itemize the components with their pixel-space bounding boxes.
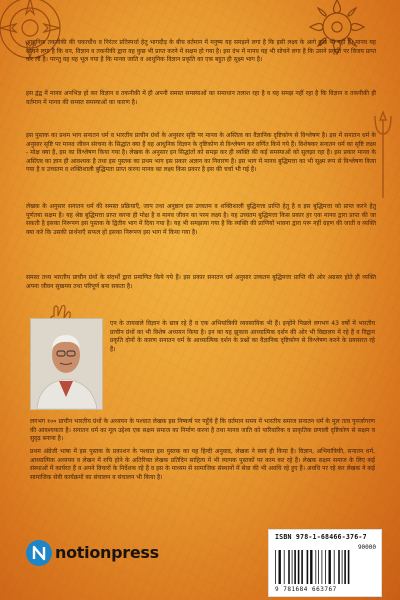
- paragraph-intro: आधुनिक तकनीकी की चकाचौंध व निरंतर प्रतिस्पर्धा हेतु भागदौड़ के बीच वर्तमान में मनुष्य यह समझने लगा है कि इसी लक्ष्य के आगे कुछ भी नहीं है। मानव यह सोचने लगा है कि धन, विज्ञान व तकनीकी द्वारा वह कुछ भी प्राप्त करने में सक्षम हो गया है। इस दंभ में मानव यह भी सोचने लगा है कि उसने प्रकृति पर विजय प्राप्त कर ली है। परन्तु वह यह भूल गया है कि मानव जाति व आधुनिक विज्ञान प्रकृति का एक बहुत ही सूक्ष्म भाग है।: [26, 39, 376, 64]
- price-code: 90000: [357, 544, 376, 551]
- publisher-footer: [0, 505, 400, 600]
- paragraph-part-one: इस पुस्तक का प्रथम भाग सनातन धर्म व भारतीय प्राचीन ग्रंथों के अनुसार सृष्टि पर मानव के अस्तित्व का वैज्ञानिक दृष्टिकोण से विश्लेषण है। इस में सनातन धर्म के अनुसार सृष्टि पर मानव जीवन संरचना के सिद्धांत क्या हैं वह आधुनिक विज्ञान के दृष्टिकोण से विश्लेषण कर वर्णित किये गये हैं। विशेषकर सनातन धर्म का सृष्टि लक्ष्य - मोक्ष क्या है, इस का विश्लेषण किया गया है। लेखक के अनुसार इन सिद्धांतों को समझ कर ही व्यक्ति की कई समस्याओं को सुलझा रहा है। इस प्रकार मानव के अस्तित्व का ज्ञान ही आवश्यक है तथा इस पुस्तक का प्रथम भाग इस प्रकार अज्ञान का निवारण है। इस भाग में मानव बुद्धिमत्ता का भी सूक्ष्म रूप से विश्लेषण किया गया है व उच्चतम व शक्तिशाली बुद्धिमता प्राप्त करना मानव का लक्ष्य किस प्रकार है इस की चर्चा भी गई है।: [26, 132, 376, 174]
- barcode-digits: 9 781684 663767: [275, 586, 337, 593]
- notionpress-logo: [25, 533, 159, 573]
- author-bio-side: एन के तायवाले विज्ञान के छात्र रहे हैं व एक अभियांत्रिकी व्यवसायिक भी हैं। इन्होंने पिछले लगभग 43 वर्षों में भारतीय प्राचीन ग्रंथों का भी विशेष अध्ययन किया है। इन का यह झुकाव आध्यात्मिक दर्शन की ओर भी विद्यालय में रहे हैं व विद्वान प्रकृति दोनों के कारण सनातन धर्म के आध्यात्मिक दर्शन के प्रश्नों का वैज्ञानिक दृष्टिकोण से विश्लेषण करने के प्रयासरत रहे हैं।: [110, 320, 375, 353]
- publisher-name: notionpress: [55, 543, 159, 562]
- paragraph-part-two: लेखक के अनुसार सनातन धर्म की समस्त प्रक्रियाएँ, जाप तथा अनुष्ठान इस उच्चतम व शक्तिशाली बुद्धिमत्ता प्राप्ति हेतु है व इस बुद्धिमत्ता को प्राप्त करने हेतु पूर्णतया सक्षम है। यह श्रेष्ठ बुद्धिमत्ता प्राप्त करना ही मोक्ष है व मानव जीवन का परम लक्ष्य है। यह उच्चतम बुद्धिमत्ता किस प्रकार हर एक मानव द्वारा प्राप्त की जा सकती है इसका निरूपण इस पुस्तक के द्वितीय भाग में दिया गया है। यह भी समझाया गया है कि व्यक्ति की प्राणियों भावना द्वारा परू नहीं ग्रहण की जाती व व्यक्ति क्या करे कि उसकी प्रार्थनाएँ सफल हों इसका निरूपण इस भाग में किया गया है।: [26, 203, 376, 236]
- author-bio-translation: प्रथम अंग्रेजी भाषा में इस पुस्तक के प्रकाशन के पश्चात इस पुस्तक का यह हिन्दी अनुवाद, लेखक ने स्वयं ही किया है। विज्ञान, अभियांत्रिकी, सनातन धर्म, आध्यात्मिक अध्ययन व लेखन में रुचि होने के अतिरिक्त लेखक प्रतिदिन साहित्य में भी व्यापक पुस्तकों पर काम कर रहे हैं। लेखक सक्षम समाज के लिए कई संस्थाओं में कार्यरत हैं व अपने विचारों के निर्देशक रहे हैं व इस के माध्यम से सामाजिक संस्थानों में सेवा की भी अवधि रहे हुए हैं। अवधि पर रहे कर लेखक ने कई सामाजिक सेवी कार्यक्रमों का संचालन व संचालन भी किया है।: [30, 448, 375, 481]
- paragraph-conclusion: समस्त तथ्य भारतीय प्राचीन ग्रंथों के संदर्भों द्वारा प्रमाणित किये गये हैं। इस प्रकार सनातन धर्म अनुसार उच्चतम बुद्धिमत्ता प्राप्ति की ओर अग्रसर होते ही व्यक्ति अपना जीवन सुखमय तथा परिपूर्ण बना सकता है।: [26, 274, 376, 290]
- isbn-text: ISBN 978-1-68466-376-7: [275, 533, 367, 541]
- paragraph-conflict: इस द्वंद्व में मानव अनभिज्ञ हो कर विज्ञान व तकनीकी में ही अपनी समस्त समस्याओं का समाधान तलाश रहा है व यह समझ नहीं रहा है कि विज्ञान व तकनीकी ही वर्तमान में मानव की समस्त समस्याओं का कारण है।: [26, 90, 376, 106]
- author-bio-research: लगभग १०० प्राचीन भारतीय ग्रंथों के अध्ययन के पश्चात लेखक इस निष्कर्ष पर पहुँचे हैं कि वर्तमान समय में भारतीय समाज सनातन धर्म के मूल तत्व पुनर्जागरण की आवश्यकता है। सनातन धर्म का मूल उद्देश्य एक सक्षम समाज का निर्माण करना है तथा मानव जाति को पारिवारिक व प्राकृतिक प्रणाली दृष्टिकोण से सक्षम व सुदृढ़ बनाना है।: [30, 418, 375, 443]
- author-bio-section: [30, 318, 375, 496]
- author-photo: [30, 318, 103, 410]
- barcode-bars: [275, 550, 375, 584]
- isbn-barcode: [268, 529, 382, 597]
- notionpress-logo-icon: [25, 539, 53, 567]
